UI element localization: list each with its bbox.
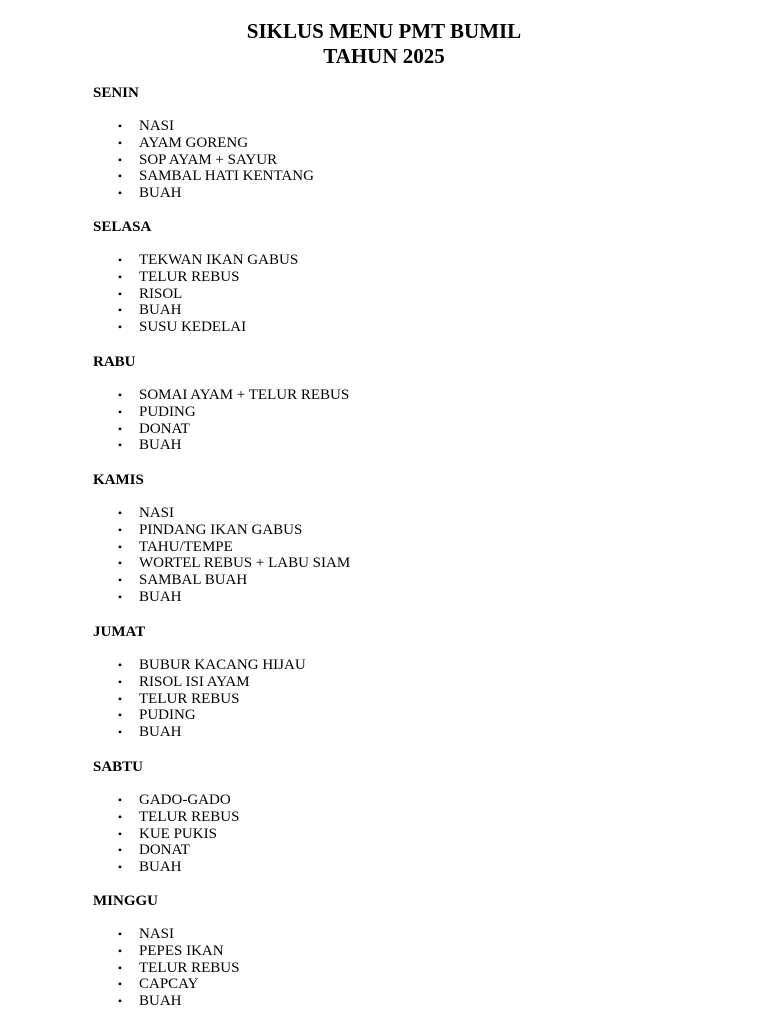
bullet-icon: • xyxy=(117,589,123,604)
day-heading-jumat: JUMAT xyxy=(93,624,146,640)
menu-item xyxy=(93,589,350,606)
menu-item xyxy=(93,943,239,960)
menu-item xyxy=(93,976,239,993)
menu-list-selasa xyxy=(93,252,298,336)
menu-item-text: SOP AYAM + SAYUR xyxy=(139,151,278,168)
bullet-icon: • xyxy=(117,152,123,167)
menu-item xyxy=(93,437,349,454)
day-heading-sabtu: SABTU xyxy=(93,759,144,775)
menu-item xyxy=(93,522,350,539)
menu-item-text: NASI xyxy=(139,118,175,134)
menu-item xyxy=(93,269,298,286)
bullet-icon: • xyxy=(117,320,123,335)
bullet-icon: • xyxy=(117,421,123,436)
bullet-icon: • xyxy=(117,725,123,740)
menu-item xyxy=(93,826,239,843)
bullet-icon: • xyxy=(117,573,123,588)
day-heading-kamis: KAMIS xyxy=(93,472,144,488)
menu-item xyxy=(93,185,314,202)
menu-item-text: BUAH xyxy=(139,437,182,454)
menu-item xyxy=(93,691,306,708)
menu-item xyxy=(93,724,306,741)
menu-item xyxy=(93,572,350,589)
menu-item xyxy=(93,118,314,135)
menu-item-text: BUAH xyxy=(139,724,182,741)
menu-item-text: SUSU KEDELAI xyxy=(139,319,247,336)
menu-item-text: PEPES IKAN xyxy=(139,942,224,959)
menu-item-text: TELUR REBUS xyxy=(139,268,240,285)
menu-item-text: RISOL ISI AYAM xyxy=(139,673,250,690)
menu-item xyxy=(93,792,239,809)
menu-item-text: TELUR REBUS xyxy=(139,959,240,976)
menu-item xyxy=(93,960,239,977)
menu-item-text: SAMBAL HATI KENTANG xyxy=(139,168,314,185)
menu-item xyxy=(93,168,314,185)
menu-item xyxy=(93,319,298,336)
menu-item xyxy=(93,555,350,572)
document-title: SIKLUS MENU PMT BUMIL xyxy=(246,19,522,43)
menu-item-text: BUAH xyxy=(139,185,182,202)
bullet-icon: • xyxy=(117,943,123,958)
menu-list-sabtu xyxy=(93,792,239,876)
menu-item xyxy=(93,152,314,169)
menu-item-text: NASI xyxy=(139,926,175,942)
menu-item-text: TAHU/TEMPE xyxy=(139,538,233,555)
menu-item xyxy=(93,993,239,1010)
menu-item-text: BUAH xyxy=(139,859,182,876)
menu-list-kamis xyxy=(93,505,350,606)
menu-item xyxy=(93,404,349,421)
bullet-icon: • xyxy=(117,286,123,301)
menu-item-text: DONAT xyxy=(139,842,190,859)
bullet-icon: • xyxy=(117,388,123,402)
bullet-icon: • xyxy=(117,691,123,706)
menu-list-jumat xyxy=(93,657,306,741)
menu-item xyxy=(93,859,239,876)
menu-item xyxy=(93,674,306,691)
day-heading-minggu: MINGGU xyxy=(93,893,158,909)
menu-item xyxy=(93,505,350,522)
menu-list-minggu xyxy=(93,926,239,1010)
bullet-icon: • xyxy=(117,674,123,689)
bullet-icon: • xyxy=(117,708,123,723)
bullet-icon: • xyxy=(117,303,123,318)
menu-list-rabu xyxy=(93,387,349,454)
menu-item-text: WORTEL REBUS + LABU SIAM xyxy=(139,555,351,572)
bullet-icon: • xyxy=(117,169,123,184)
bullet-icon: • xyxy=(117,522,123,537)
menu-item-text: TELUR REBUS xyxy=(139,690,240,707)
day-heading-rabu: RABU xyxy=(93,354,136,370)
day-heading-selasa: SELASA xyxy=(93,219,152,235)
bullet-icon: • xyxy=(117,539,123,554)
menu-item-text: TELUR REBUS xyxy=(139,808,240,825)
menu-item xyxy=(93,252,298,269)
menu-item xyxy=(93,842,239,859)
menu-item xyxy=(93,657,306,674)
menu-item xyxy=(93,926,239,943)
bullet-icon: • xyxy=(117,658,123,672)
bullet-icon: • xyxy=(117,977,123,992)
menu-list-senin xyxy=(93,118,314,202)
menu-item xyxy=(93,421,349,438)
menu-item-text: GADO-GADO xyxy=(139,792,231,808)
bullet-icon: • xyxy=(117,119,123,133)
bullet-icon: • xyxy=(117,793,123,807)
bullet-icon: • xyxy=(117,506,123,520)
bullet-icon: • xyxy=(117,556,123,571)
bullet-icon: • xyxy=(117,438,123,453)
bullet-icon: • xyxy=(117,135,123,150)
menu-item xyxy=(93,539,350,556)
bullet-icon: • xyxy=(117,269,123,284)
menu-item-text: SAMBAL BUAH xyxy=(139,572,248,589)
menu-item-text: BUBUR KACANG HIJAU xyxy=(139,657,306,673)
document-subtitle-year: TAHUN 2025 xyxy=(323,44,445,68)
menu-item-text: KUE PUKIS xyxy=(139,825,217,842)
menu-item-text: DONAT xyxy=(139,420,190,437)
bullet-icon: • xyxy=(117,843,123,858)
menu-item-text: AYAM GORENG xyxy=(139,134,249,151)
menu-item-text: BUAH xyxy=(139,588,182,605)
bullet-icon: • xyxy=(117,994,123,1009)
menu-item-text: PINDANG IKAN GABUS xyxy=(139,521,303,538)
menu-item xyxy=(93,387,349,404)
menu-item xyxy=(93,707,306,724)
menu-item-text: PUDING xyxy=(139,403,196,420)
menu-item-text: TEKWAN IKAN GABUS xyxy=(139,252,299,268)
bullet-icon: • xyxy=(117,860,123,875)
menu-item-text: NASI xyxy=(139,505,175,521)
menu-item-text: BUAH xyxy=(139,993,182,1010)
menu-item xyxy=(93,135,314,152)
bullet-icon: • xyxy=(117,826,123,841)
menu-item-text: CAPCAY xyxy=(139,976,199,993)
menu-item xyxy=(93,286,298,303)
bullet-icon: • xyxy=(117,404,123,419)
day-heading-senin: SENIN xyxy=(93,85,139,101)
menu-item xyxy=(93,302,298,319)
menu-item-text: BUAH xyxy=(139,302,182,319)
bullet-icon: • xyxy=(117,186,123,201)
bullet-icon: • xyxy=(117,927,123,941)
bullet-icon: • xyxy=(117,960,123,975)
menu-item xyxy=(93,809,239,826)
menu-item-text: PUDING xyxy=(139,707,196,724)
bullet-icon: • xyxy=(117,253,123,267)
bullet-icon: • xyxy=(117,809,123,824)
menu-item-text: RISOL xyxy=(139,285,183,302)
menu-item-text: SOMAI AYAM + TELUR REBUS xyxy=(139,387,350,403)
